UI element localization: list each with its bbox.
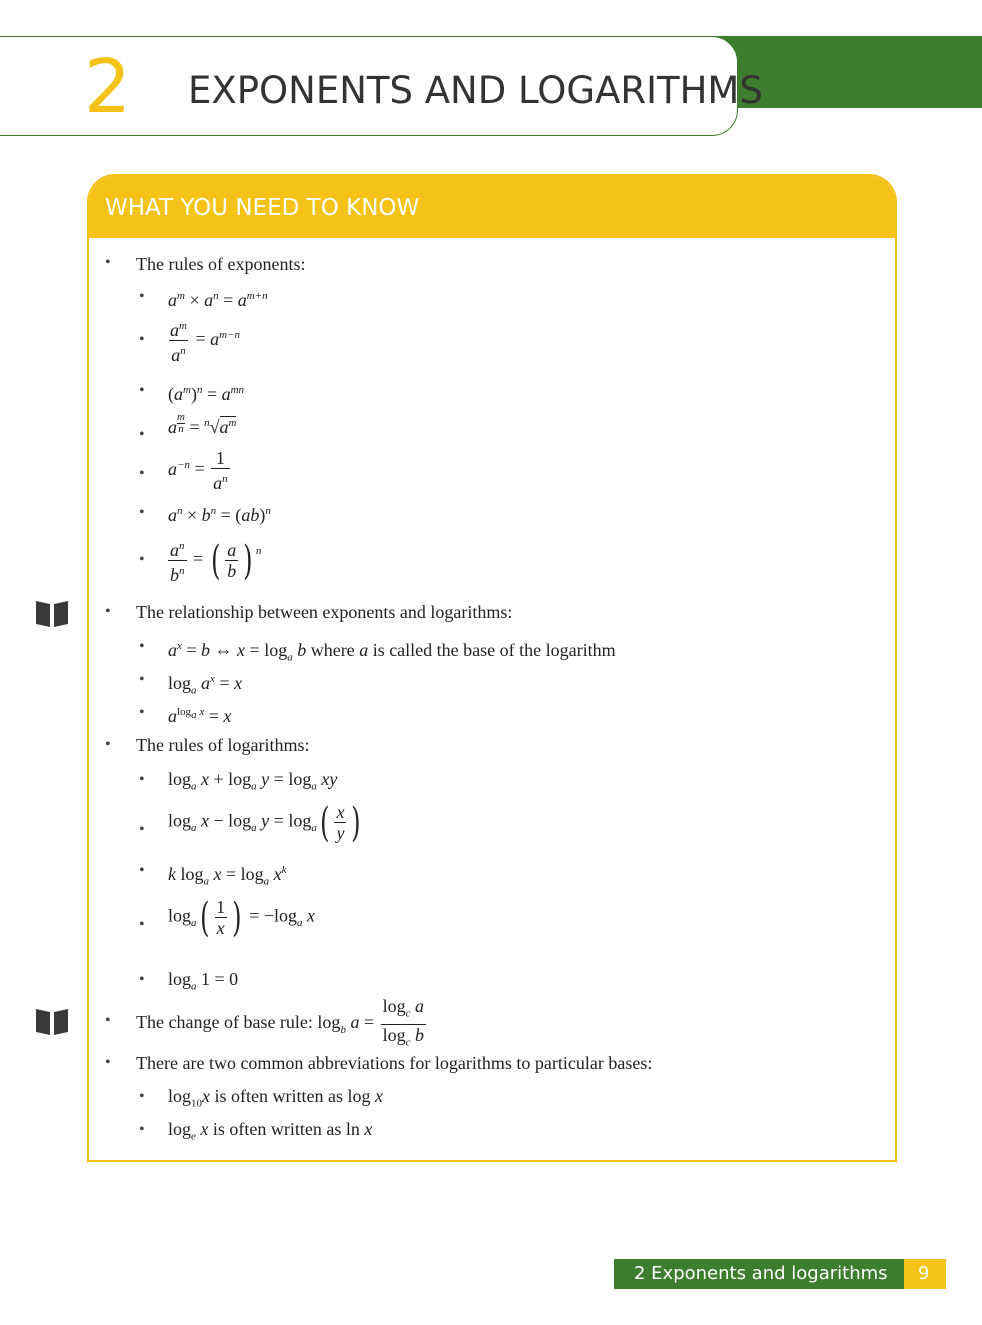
rule-quotient: $\frac{a^m}{a^n}$ = $a^{m-n}$ (170, 320, 240, 365)
sub-bullet: • (139, 638, 145, 655)
change-of-base-rule: The change of base rule: $\log_b a$ = $\frac{\log_c a}{\log_c b}$ (136, 996, 428, 1052)
relationship-where: where (310, 640, 355, 660)
box-title: WHAT YOU NEED TO KNOW (105, 195, 420, 221)
rule-root: a $\frac{m}{n}$ = $^n√a^m$ (168, 411, 237, 437)
chapter-title: EXPONENTS AND LOGARITHMS (188, 69, 763, 112)
abbrev-2-text: is often written as (212, 1119, 342, 1139)
relationship-intro: The relationship between exponents and logarithms: (136, 602, 513, 622)
log-power-rule: k $\log_a x = \log_a x^k$ (168, 864, 287, 888)
exponents-intro: The rules of exponents: (136, 254, 306, 274)
sub-bullet: • (139, 504, 145, 521)
sub-bullet: • (139, 821, 145, 838)
bullet: • (105, 603, 111, 620)
log-reciprocal-rule: $\log_a$ ( $\frac{1}{x}$ ) = $-\log_a$ x (168, 894, 316, 941)
sub-bullet: • (139, 551, 145, 568)
logs-intro: The rules of logarithms: (136, 735, 310, 755)
abbrev-1-text: is often written as (214, 1086, 343, 1106)
relationship-definition: $a^x = b$ ⇔ $x = \log_a b$ where a is called the base of the logarithm (168, 640, 616, 664)
rule-negative: $a^{-n}$ = $\frac{1}{a^n}$ (168, 448, 228, 493)
log-quotient-rule: $\log_a x - \log_a y = \log_a$ ( $\frac{x}{y}$ ) (168, 799, 361, 846)
sub-bullet: • (139, 862, 145, 879)
abbrev-loge: $\log_e x$ is often written as ln x (168, 1119, 373, 1143)
book-icon (34, 598, 70, 628)
rule-product: $a^m \times a^n = a^{m+n}$ (168, 290, 268, 310)
chapter-number: 2 (84, 44, 132, 130)
relationship-tail: is called the base of the logarithm (372, 640, 616, 660)
top-white-strip (0, 0, 982, 36)
sub-bullet: • (139, 704, 145, 721)
sub-bullet: • (139, 465, 145, 482)
sub-bullet: • (139, 916, 145, 933)
bullet: • (105, 254, 111, 271)
footer-chapter-label: 2 Exponents and logarithms (634, 1263, 888, 1284)
rule-quotient-power: $\frac{a^n}{b^n}$ = ( $\frac{a}{b}$ ) $^n$ (170, 537, 262, 585)
bullet: • (105, 1054, 111, 1071)
sub-bullet: • (139, 1121, 145, 1138)
rule-power: $(a^m)^n = a^{mn}$ (168, 384, 245, 404)
bullet: • (105, 1012, 111, 1029)
change-of-base-label: The change of base rule: (136, 1012, 313, 1033)
sub-bullet: • (139, 671, 145, 688)
sub-bullet: • (139, 288, 145, 305)
abbrev-intro: There are two common abbreviations for logarithms to particular bases: (136, 1053, 653, 1073)
sub-bullet: • (139, 331, 145, 348)
sub-bullet: • (139, 426, 145, 443)
sub-bullet: • (139, 1088, 145, 1105)
sub-bullet: • (139, 382, 145, 399)
log-of-power-identity: $\log_a a^x = x$ (168, 673, 243, 697)
power-of-log-identity: $a^{log_a x} = x$ (168, 706, 232, 726)
bullet: • (105, 736, 111, 753)
sub-bullet: • (139, 971, 145, 988)
sub-bullet: • (139, 771, 145, 788)
log-product-rule: $\log_a x + \log_a y = \log_a$ xy (168, 769, 338, 793)
page-number: 9 (918, 1263, 930, 1284)
log-of-one: $\log_a 1 = 0$ (168, 969, 239, 993)
box-header (89, 176, 895, 238)
book-icon (34, 1006, 70, 1036)
abbrev-log10: $\log_{10}x$ is often written as log x (168, 1086, 384, 1110)
rule-same-power: $a^n \times b^n = (ab)^n$ (168, 505, 271, 525)
